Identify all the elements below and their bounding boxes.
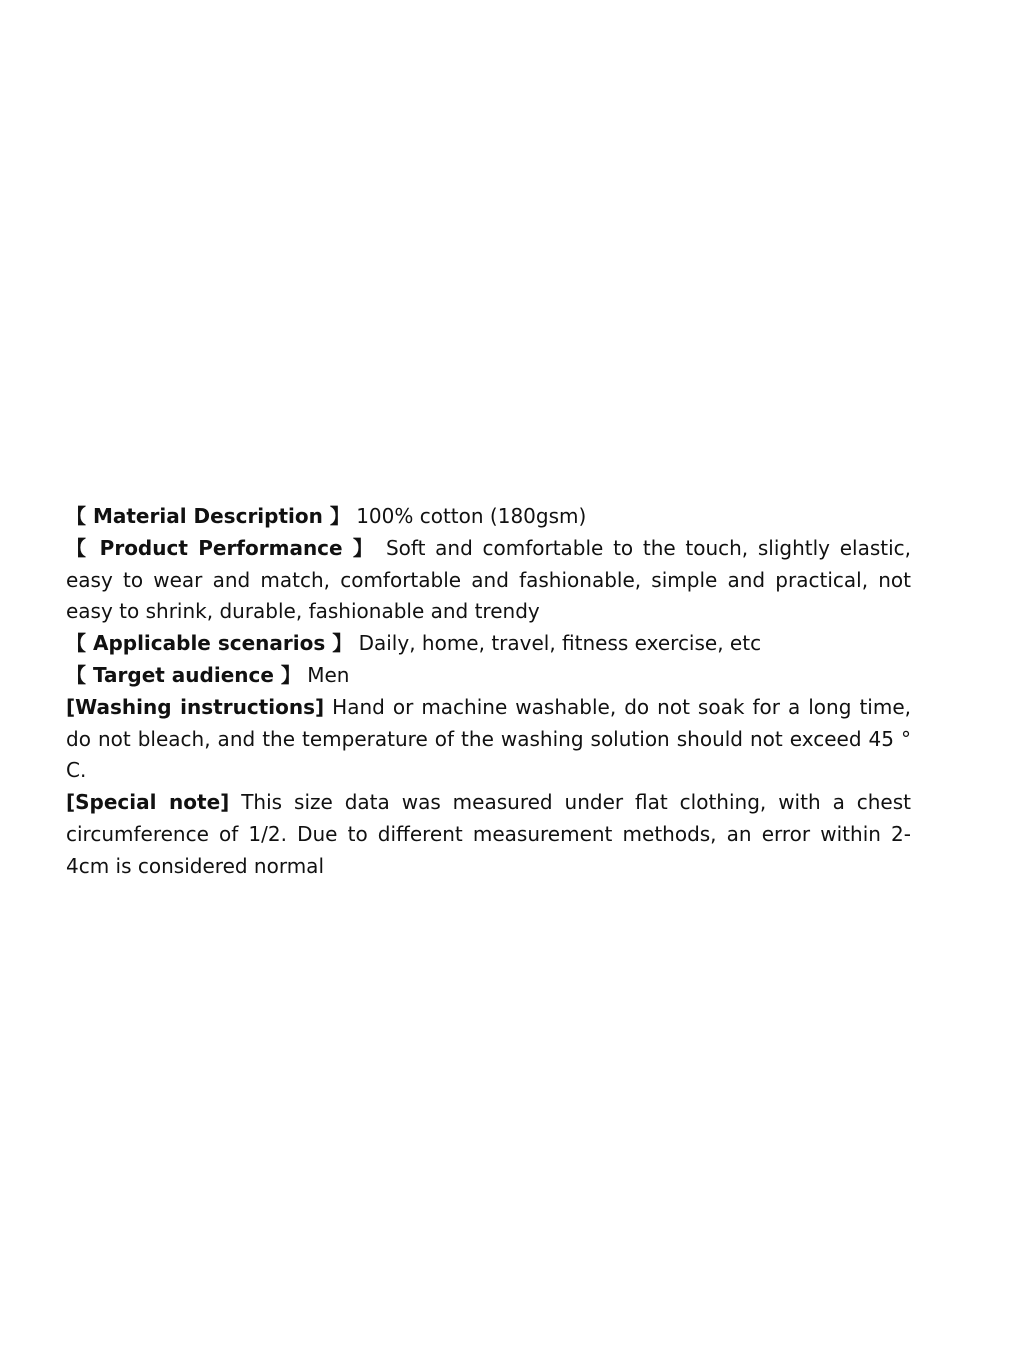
washing-instructions-label: [Washing instructions] <box>66 694 325 719</box>
special-note-label: [Special note] <box>66 790 230 815</box>
special-note-text: This size data was measured under flat clothing, with a chest circumference of 1/2. Due to different measurement methods, an error within 2-4cm is considered normal <box>66 790 911 878</box>
target-audience-row <box>66 660 911 692</box>
right-bracket: 】 <box>280 662 301 687</box>
applicable-scenarios-row <box>66 628 911 660</box>
product-performance-label: Product Performance <box>89 535 353 560</box>
target-audience-label: Target audience <box>86 662 281 687</box>
target-audience-text: Men <box>300 662 350 687</box>
left-bracket: 【 <box>66 535 90 560</box>
product-performance-text: Soft and comfortable to the touch, slightly elastic, easy to wear and match, comfortable and fashionable, simple and practical, not easy to shrink, durable, fashionable and trendy <box>66 535 912 624</box>
product-description <box>66 501 911 883</box>
applicable-scenarios-text: Daily, home, travel, fitness exercise, etc <box>352 631 762 656</box>
applicable-scenarios-label: Applicable scenarios <box>86 631 333 656</box>
material-description-row <box>66 501 911 533</box>
product-performance-row <box>66 533 911 628</box>
left-bracket: 【 <box>66 631 86 656</box>
left-bracket: 【 <box>66 662 86 687</box>
right-bracket: 】 <box>332 631 353 656</box>
left-bracket: 【 <box>66 504 86 528</box>
special-note-row <box>66 787 911 882</box>
washing-instructions-text: Hand or machine washable, do not soak for a long time, do not bleach, and the temperature of the washing solution should not exceed 45 ° C. <box>66 694 911 783</box>
washing-instructions-row <box>66 692 911 787</box>
right-bracket: 】 <box>329 504 350 528</box>
right-bracket: 】 <box>352 535 377 560</box>
material-description-text: 100% cotton (180gsm) <box>349 504 587 528</box>
material-description-label: Material Description <box>86 504 330 528</box>
